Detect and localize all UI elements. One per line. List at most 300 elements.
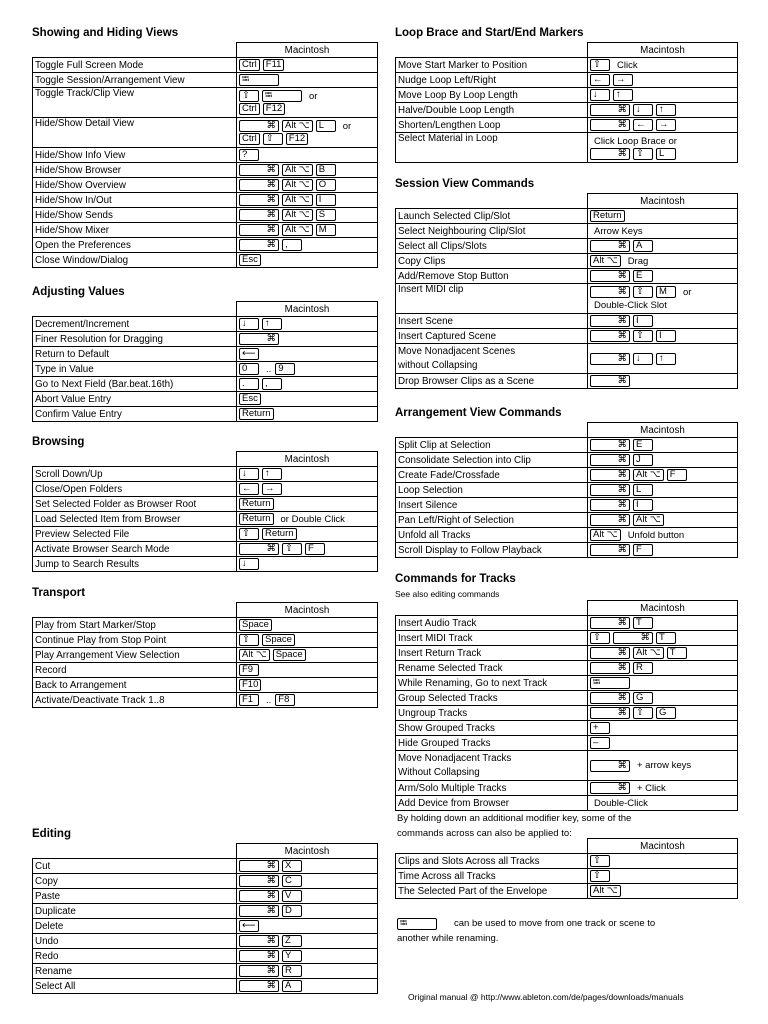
action-label: Continue Play from Stop Point bbox=[33, 633, 237, 648]
action-label: Insert Audio Track bbox=[396, 616, 588, 631]
action-label: Select All bbox=[33, 979, 237, 994]
table-header-row bbox=[33, 603, 378, 618]
shortcut-keys bbox=[237, 497, 378, 512]
action-label: Preview Selected File bbox=[33, 527, 237, 542]
key-e: E bbox=[633, 439, 653, 451]
table-row bbox=[33, 238, 378, 253]
shortcut-line bbox=[590, 210, 735, 223]
arrow-left-key-icon: ← bbox=[633, 119, 653, 131]
table-row bbox=[33, 193, 378, 208]
shortcut-keys bbox=[588, 88, 738, 103]
key-0: 0 bbox=[239, 363, 259, 375]
arrow-up-key-icon: ↑ bbox=[656, 353, 676, 365]
command-key-icon: ⌘ bbox=[590, 469, 630, 481]
shortcut-line bbox=[239, 59, 375, 72]
action-label: Add Device from Browser bbox=[396, 796, 588, 811]
platform-header: Macintosh bbox=[237, 452, 378, 467]
table-row bbox=[33, 693, 378, 708]
key-a: A bbox=[282, 980, 302, 992]
table-row bbox=[396, 58, 738, 73]
action-label: Scroll Display to Follow Playback bbox=[396, 543, 588, 558]
shortcut-text: or Double Click bbox=[280, 513, 345, 525]
tab-note-line-1: can be used to move from one track or scene to bbox=[454, 918, 656, 929]
table-row bbox=[396, 468, 738, 483]
key-return: Return bbox=[262, 528, 297, 540]
table-row bbox=[396, 796, 738, 811]
shortcut-keys bbox=[237, 317, 378, 332]
table-row bbox=[33, 527, 378, 542]
footer-source: Original manual @ http://www.ableton.com/de/pages/downloads/manuals bbox=[408, 992, 684, 1002]
action-label: Insert MIDI Track bbox=[396, 631, 588, 646]
action-label: Go to Next Field (Bar.beat.16th) bbox=[33, 377, 237, 392]
key-esc: Esc bbox=[239, 254, 261, 266]
shortcut-keys bbox=[237, 663, 378, 678]
arrow-left-key-icon: ← bbox=[239, 483, 259, 495]
shortcut-line bbox=[239, 90, 375, 103]
action-label: Type in Value bbox=[33, 362, 237, 377]
section-note: See also editing commands bbox=[395, 589, 500, 599]
shortcut-keys bbox=[237, 392, 378, 407]
shortcut-keys bbox=[237, 178, 378, 193]
key-f: F bbox=[633, 544, 653, 556]
shortcut-table bbox=[395, 838, 738, 899]
table-row bbox=[396, 224, 738, 239]
action-label bbox=[396, 751, 588, 781]
shortcut-keys bbox=[237, 904, 378, 919]
shortcut-line bbox=[590, 454, 735, 467]
table-header-row bbox=[396, 43, 738, 58]
shift-key-icon: ⇧ bbox=[590, 870, 610, 882]
shortcut-line bbox=[239, 483, 375, 496]
right-section-1 bbox=[395, 175, 743, 389]
alt-option-key-icon: Alt ⌥ bbox=[282, 164, 313, 176]
shortcut-keys bbox=[237, 238, 378, 253]
key-: , bbox=[262, 378, 282, 390]
shortcut-text: or bbox=[342, 120, 352, 132]
alt-option-key-icon: Alt ⌥ bbox=[590, 529, 621, 541]
table-row bbox=[33, 648, 378, 663]
platform-header: Macintosh bbox=[237, 302, 378, 317]
shortcut-line bbox=[590, 89, 735, 102]
shortcut-line bbox=[239, 498, 375, 511]
shortcut-keys bbox=[588, 706, 738, 721]
modifier-note-line-2: commands across can also be applied to: bbox=[397, 828, 572, 839]
action-label: Return to Default bbox=[33, 347, 237, 362]
key-space: Space bbox=[262, 634, 295, 646]
shortcut-line bbox=[590, 759, 735, 772]
shortcut-keys bbox=[237, 347, 378, 362]
action-label: Create Fade/Crossfade bbox=[396, 468, 588, 483]
shortcut-keys bbox=[588, 751, 738, 781]
left-section-1 bbox=[32, 283, 378, 422]
table-row bbox=[33, 934, 378, 949]
table-header-blank bbox=[33, 43, 237, 58]
action-label: Scroll Down/Up bbox=[33, 467, 237, 482]
action-label: Split Clip at Selection bbox=[396, 438, 588, 453]
command-key-icon: ⌘ bbox=[590, 707, 630, 719]
table-row bbox=[33, 73, 378, 88]
shortcut-line bbox=[239, 348, 375, 361]
table-row bbox=[396, 706, 738, 721]
shortcut-keys bbox=[237, 633, 378, 648]
action-label: Undo bbox=[33, 934, 237, 949]
shortcut-keys bbox=[588, 646, 738, 661]
action-label: Back to Arrangement bbox=[33, 678, 237, 693]
shortcut-line bbox=[239, 120, 375, 133]
shortcut-text: or bbox=[309, 90, 318, 102]
table-row bbox=[396, 239, 738, 254]
action-label-line-2: Without Collapsing bbox=[398, 766, 480, 778]
alt-option-key-icon: Alt ⌥ bbox=[633, 514, 664, 526]
shortcut-keys bbox=[588, 224, 738, 239]
modifier-note-line-1: By holding down an additional modifier key, some of the bbox=[397, 813, 632, 824]
table-row bbox=[33, 859, 378, 874]
shortcut-line bbox=[590, 74, 735, 87]
shortcut-keys bbox=[588, 631, 738, 646]
shortcut-line bbox=[239, 74, 375, 87]
action-label: Hide Grouped Tracks bbox=[396, 736, 588, 751]
action-label: Activate Browser Search Mode bbox=[33, 542, 237, 557]
shortcut-keys bbox=[237, 512, 378, 527]
action-label: Insert Captured Scene bbox=[396, 329, 588, 344]
shortcut-keys bbox=[237, 58, 378, 73]
shortcut-text: Arrow Keys bbox=[594, 225, 643, 237]
table-row bbox=[33, 497, 378, 512]
shortcut-line bbox=[590, 469, 735, 482]
key-f8: F8 bbox=[275, 694, 295, 706]
shortcut-line bbox=[590, 782, 735, 795]
action-label: Rename bbox=[33, 964, 237, 979]
shift-key-icon: ⇧ bbox=[239, 528, 259, 540]
command-key-icon: ⌘ bbox=[590, 330, 630, 342]
shortcut-line bbox=[239, 468, 375, 481]
platform-header: Macintosh bbox=[588, 839, 738, 854]
shortcut-line bbox=[590, 722, 735, 735]
action-label: Toggle Full Screen Mode bbox=[33, 58, 237, 73]
table-row bbox=[396, 736, 738, 751]
shortcut-line bbox=[590, 855, 735, 868]
table-row bbox=[396, 661, 738, 676]
key-y: Y bbox=[282, 950, 302, 962]
shortcut-keys bbox=[588, 58, 738, 73]
key-space: Space bbox=[273, 649, 306, 661]
command-key-icon: ⌘ bbox=[239, 935, 279, 947]
table-header-row bbox=[33, 844, 378, 859]
tab-note bbox=[397, 916, 737, 946]
shortcut-keys bbox=[588, 344, 738, 374]
shortcut-line bbox=[590, 286, 735, 299]
command-key-icon: ⌘ bbox=[239, 239, 279, 251]
command-key-icon: ⌘ bbox=[590, 119, 630, 131]
action-label: Clips and Slots Across all Tracks bbox=[396, 854, 588, 869]
shortcut-line bbox=[239, 935, 375, 948]
shortcut-keys bbox=[237, 193, 378, 208]
section-title: Transport bbox=[32, 587, 86, 599]
table-row bbox=[396, 73, 738, 88]
platform-header: Macintosh bbox=[237, 603, 378, 618]
key-i: I bbox=[633, 499, 653, 511]
shortcut-line bbox=[590, 707, 735, 720]
key-l: L bbox=[656, 148, 676, 160]
shortcut-keys bbox=[237, 934, 378, 949]
shortcut-keys bbox=[588, 854, 738, 869]
table-header-row bbox=[33, 43, 378, 58]
section-title: Loop Brace and Start/End Markers bbox=[395, 27, 584, 39]
action-label: Insert Silence bbox=[396, 498, 588, 513]
shortcut-keys bbox=[588, 781, 738, 796]
action-label: Unfold all Tracks bbox=[396, 528, 588, 543]
shortcut-text: Unfold button bbox=[627, 529, 685, 541]
arrow-up-key-icon: ↑ bbox=[262, 468, 282, 480]
table-row bbox=[396, 691, 738, 706]
key-space: Space bbox=[239, 619, 272, 631]
shortcut-keys bbox=[588, 269, 738, 284]
section-title: Session View Commands bbox=[395, 178, 535, 190]
shortcut-table bbox=[395, 42, 738, 163]
table-header-row bbox=[396, 601, 738, 616]
key-g: G bbox=[633, 692, 653, 704]
shortcut-line bbox=[239, 543, 375, 556]
table-row bbox=[396, 543, 738, 558]
key-l: L bbox=[633, 484, 653, 496]
key-i: I bbox=[656, 330, 676, 342]
left-section-4 bbox=[32, 825, 378, 994]
shortcut-line bbox=[590, 270, 735, 283]
command-key-icon: ⌘ bbox=[590, 353, 630, 365]
shortcut-keys bbox=[588, 254, 738, 269]
key-r: R bbox=[633, 662, 653, 674]
section-title: Adjusting Values bbox=[32, 286, 125, 298]
table-row bbox=[33, 392, 378, 407]
action-label: Record bbox=[33, 663, 237, 678]
arrow-down-key-icon: ↓ bbox=[633, 353, 653, 365]
table-row bbox=[33, 904, 378, 919]
command-key-icon: ⌘ bbox=[590, 647, 630, 659]
shortcut-line bbox=[590, 330, 735, 343]
shortcut-keys bbox=[588, 239, 738, 254]
arrow-right-key-icon: → bbox=[656, 119, 676, 131]
table-header-row bbox=[396, 423, 738, 438]
shift-key-icon: ⇧ bbox=[282, 543, 302, 555]
table-row bbox=[396, 103, 738, 118]
arrow-up-key-icon: ↑ bbox=[613, 89, 633, 101]
command-key-icon: ⌘ bbox=[613, 632, 653, 644]
platform-header: Macintosh bbox=[588, 601, 738, 616]
shortcut-keys bbox=[588, 796, 738, 811]
action-label: Cut bbox=[33, 859, 237, 874]
shortcut-keys bbox=[588, 869, 738, 884]
shortcut-line bbox=[239, 318, 375, 331]
table-row bbox=[33, 163, 378, 178]
shortcut-text: Double-Click Slot bbox=[594, 299, 667, 311]
shortcut-line bbox=[239, 513, 375, 526]
shortcut-keys bbox=[237, 949, 378, 964]
key-s: S bbox=[316, 209, 336, 221]
action-label: Insert MIDI clip bbox=[396, 284, 588, 314]
table-row bbox=[396, 528, 738, 543]
table-row bbox=[396, 329, 738, 344]
table-row bbox=[396, 269, 738, 284]
arrow-down-key-icon: ↓ bbox=[239, 468, 259, 480]
shortcut-line bbox=[239, 378, 375, 391]
key-j: J bbox=[633, 454, 653, 466]
key-f10: F10 bbox=[239, 679, 261, 691]
minus-key: – bbox=[590, 737, 610, 749]
table-row bbox=[33, 88, 378, 118]
key-ctrl: Ctrl bbox=[239, 59, 260, 71]
table-row bbox=[33, 223, 378, 238]
key-f9: F9 bbox=[239, 664, 259, 676]
table-row bbox=[396, 854, 738, 869]
table-row bbox=[33, 678, 378, 693]
shortcut-line bbox=[590, 315, 735, 328]
arrow-down-key-icon: ↓ bbox=[239, 558, 259, 570]
tab-key-icon: ⭾ bbox=[262, 90, 302, 102]
key-m: M bbox=[316, 224, 336, 236]
action-label: Decrement/Increment bbox=[33, 317, 237, 332]
alt-option-key-icon: Alt ⌥ bbox=[590, 255, 621, 267]
table-header-row bbox=[33, 452, 378, 467]
shortcut-line bbox=[239, 103, 375, 116]
key-z: Z bbox=[282, 935, 302, 947]
table-header-blank bbox=[396, 423, 588, 438]
action-label: Select all Clips/Slots bbox=[396, 239, 588, 254]
shortcut-keys bbox=[237, 557, 378, 572]
right-section-4 bbox=[395, 838, 743, 899]
shortcut-keys bbox=[237, 964, 378, 979]
command-key-icon: ⌘ bbox=[590, 270, 630, 282]
left-section-2 bbox=[32, 433, 378, 572]
shortcut-keys bbox=[588, 498, 738, 513]
table-row bbox=[33, 542, 378, 557]
table-row bbox=[33, 979, 378, 994]
shortcut-keys bbox=[237, 73, 378, 88]
table-row bbox=[396, 646, 738, 661]
key-x: X bbox=[282, 860, 302, 872]
alt-option-key-icon: Alt ⌥ bbox=[633, 469, 664, 481]
platform-header: Macintosh bbox=[588, 194, 738, 209]
command-key-icon: ⌘ bbox=[590, 104, 630, 116]
shortcut-line bbox=[239, 694, 375, 707]
action-label: Insert Scene bbox=[396, 314, 588, 329]
shortcut-line bbox=[590, 514, 735, 527]
table-row bbox=[33, 874, 378, 889]
table-header-blank bbox=[33, 302, 237, 317]
command-key-icon: ⌘ bbox=[239, 209, 279, 221]
table-row bbox=[396, 314, 738, 329]
key-return: Return bbox=[590, 210, 625, 222]
action-label: Rename Selected Track bbox=[396, 661, 588, 676]
shortcut-line bbox=[590, 255, 735, 268]
shortcut-keys bbox=[588, 118, 738, 133]
key-return: Return bbox=[239, 408, 274, 420]
shortcut-text: + Click bbox=[637, 782, 666, 794]
table-row bbox=[33, 557, 378, 572]
shortcut-line bbox=[239, 634, 375, 647]
shortcut-table bbox=[32, 602, 378, 708]
shortcut-text: or bbox=[683, 286, 692, 298]
left-section-0 bbox=[32, 24, 378, 268]
shortcut-keys bbox=[588, 616, 738, 631]
table-row bbox=[33, 919, 378, 934]
table-row bbox=[33, 362, 378, 377]
shortcut-keys bbox=[237, 148, 378, 163]
action-label: Activate/Deactivate Track 1..8 bbox=[33, 693, 237, 708]
table-row bbox=[33, 208, 378, 223]
shortcut-line bbox=[590, 544, 735, 557]
key-return: Return bbox=[239, 498, 274, 510]
platform-header: Macintosh bbox=[237, 844, 378, 859]
action-label: Hide/Show In/Out bbox=[33, 193, 237, 208]
action-label: Jump to Search Results bbox=[33, 557, 237, 572]
shortcut-keys bbox=[588, 721, 738, 736]
section-title: Editing bbox=[32, 828, 71, 840]
arrow-right-key-icon: → bbox=[262, 483, 282, 495]
action-label: Drop Browser Clips as a Scene bbox=[396, 374, 588, 389]
table-row bbox=[33, 178, 378, 193]
shortcut-keys bbox=[588, 438, 738, 453]
shift-key-icon: ⇧ bbox=[633, 707, 653, 719]
action-label: Move Loop By Loop Length bbox=[396, 88, 588, 103]
key-esc: Esc bbox=[239, 393, 261, 405]
shortcut-keys bbox=[588, 884, 738, 899]
shortcut-line bbox=[239, 950, 375, 963]
command-key-icon: ⌘ bbox=[590, 692, 630, 704]
shortcut-line bbox=[590, 617, 735, 630]
shortcut-text: Drag bbox=[627, 255, 649, 267]
action-label: Shorten/Lengthen Loop bbox=[396, 118, 588, 133]
right-section-0 bbox=[395, 24, 743, 163]
shortcut-keys bbox=[588, 329, 738, 344]
shift-key-icon: ⇧ bbox=[239, 634, 259, 646]
section-title: Showing and Hiding Views bbox=[32, 27, 179, 39]
shortcut-keys bbox=[237, 253, 378, 268]
arrow-up-key-icon: ↑ bbox=[656, 104, 676, 116]
table-row bbox=[33, 332, 378, 347]
shortcut-keys bbox=[237, 377, 378, 392]
action-label: Select Neighbouring Clip/Slot bbox=[396, 224, 588, 239]
table-row bbox=[396, 453, 738, 468]
table-row bbox=[33, 512, 378, 527]
shortcut-text: Double-Click bbox=[594, 797, 648, 809]
key-g: G bbox=[656, 707, 676, 719]
shortcut-line bbox=[239, 905, 375, 918]
command-key-icon: ⌘ bbox=[590, 375, 630, 387]
action-label-line-2: without Collapsing bbox=[398, 359, 478, 371]
action-label: Delete bbox=[33, 919, 237, 934]
command-key-icon: ⌘ bbox=[590, 514, 630, 526]
shortcut-keys bbox=[588, 209, 738, 224]
shortcut-line bbox=[590, 225, 735, 238]
shortcut-keys bbox=[237, 482, 378, 497]
key-m: M bbox=[656, 286, 676, 298]
table-row bbox=[396, 751, 738, 781]
command-key-icon: ⌘ bbox=[590, 782, 630, 794]
command-key-icon: ⌘ bbox=[239, 875, 279, 887]
shortcut-keys bbox=[588, 73, 738, 88]
shortcut-line bbox=[239, 920, 375, 933]
shortcut-keys bbox=[237, 163, 378, 178]
shortcut-keys bbox=[237, 874, 378, 889]
key-r: R bbox=[282, 965, 302, 977]
action-label: Hide/Show Info View bbox=[33, 148, 237, 163]
table-row bbox=[396, 676, 738, 691]
shortcut-keys bbox=[237, 693, 378, 708]
arrow-up-key-icon: ↑ bbox=[262, 318, 282, 330]
platform-header: Macintosh bbox=[237, 43, 378, 58]
section-title: Commands for Tracks bbox=[395, 573, 516, 585]
shortcut-line bbox=[239, 408, 375, 421]
